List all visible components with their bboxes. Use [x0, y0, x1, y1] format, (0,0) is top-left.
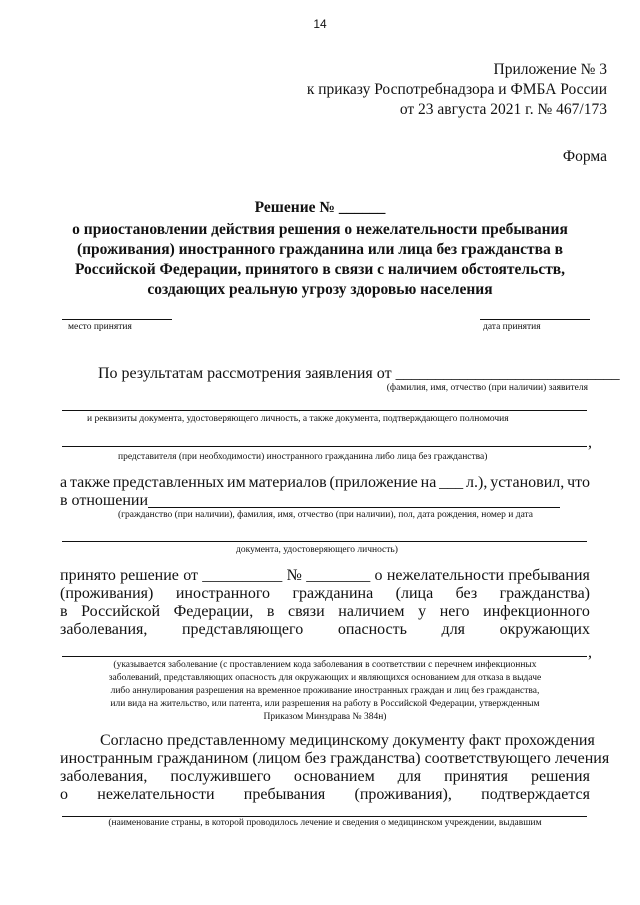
word: а — [60, 474, 68, 491]
citizen-caption: (гражданство (при наличии), фамилия, имя, отчество (при наличии), пол, дата рождения, номер и дата — [118, 510, 534, 520]
word: представляющего — [181, 621, 304, 638]
appendix-number: Приложение № 3 — [493, 61, 607, 78]
disease-caption-1: (указывается заболевание (с проставлением кода заболевания в соответствии с перечнем инфекционных — [113, 660, 537, 670]
word: у — [418, 603, 427, 620]
word: заболевания, — [60, 621, 148, 638]
document-line — [62, 541, 587, 542]
word: также — [69, 474, 110, 491]
representative-comma: , — [588, 434, 592, 451]
representative-line — [62, 446, 587, 447]
word: Федерации, — [173, 603, 254, 620]
word: ________ — [306, 567, 371, 584]
disease-caption-5: Приказом Минздрава № 384н) — [263, 712, 387, 722]
word: ___ — [439, 474, 464, 491]
treatment-line — [62, 816, 587, 817]
decision-number-title: Решение № ______ — [254, 199, 386, 216]
word: (приложение — [329, 474, 418, 491]
applicant-line — [62, 410, 587, 411]
word: л.), — [466, 474, 488, 491]
regarding-label: в отношении — [60, 492, 149, 509]
disease-caption-4: или вида на жительство, или патента, или разрешения на работу в Российской Федерации, утвержденным — [110, 699, 540, 709]
medical-line-2: иностранным гражданином (лицом без гражданства) соответствующего лечения — [60, 750, 610, 767]
word: инфекционного — [483, 603, 590, 620]
word: Российской — [81, 603, 161, 620]
word: без — [455, 585, 478, 602]
applicant-caption: (фамилия, имя, отчество (при наличии) заявителя — [386, 383, 588, 393]
word: (проживания) — [60, 585, 154, 602]
form-label: Форма — [562, 148, 607, 165]
decision-row-1 — [60, 567, 590, 585]
word: для — [441, 621, 466, 638]
word: (проживания), — [354, 786, 452, 803]
word: на — [420, 474, 437, 491]
word: послужившего — [170, 768, 271, 785]
word: для — [397, 768, 422, 785]
word: № — [286, 567, 302, 584]
disease-caption-2: заболеваний, представляющих опасность для окружающих и являющихся основанием для отказа в выдаче — [108, 673, 542, 683]
word: что — [567, 474, 590, 491]
word: гражданства) — [499, 585, 590, 602]
word: им — [227, 474, 246, 491]
medical-row-4 — [60, 786, 590, 804]
word: подтверждается — [481, 786, 590, 803]
word: пребывания — [508, 567, 590, 584]
word: __________ — [202, 567, 283, 584]
word: нежелательности — [386, 567, 505, 584]
word: связи — [287, 603, 325, 620]
review-lead: По результатам рассмотрения заявления от ____________________________ — [98, 365, 620, 382]
word: решение — [120, 567, 179, 584]
place-caption: место принятия — [68, 322, 132, 332]
word: представленных — [112, 474, 225, 491]
word: наличием — [338, 603, 405, 620]
word: окружающих — [499, 621, 590, 638]
word: установил, — [490, 474, 565, 491]
word: него — [439, 603, 470, 620]
medical-line-1: Согласно представленному медицинскому документу факт прохождения — [100, 732, 595, 749]
page-number: 14 — [313, 17, 327, 31]
document-caption: документа, удостоверяющего личность) — [236, 545, 398, 555]
disease-line — [62, 656, 587, 657]
word: гражданина — [292, 585, 374, 602]
representative-caption: представителя (при необходимости) иностранного гражданина либо лица без гражданства) — [118, 452, 488, 462]
word: решения — [530, 768, 590, 785]
word: в — [266, 603, 275, 620]
treatment-caption: (наименование страны, в которой проводилось лечение и сведения о медицинском учреждении, выдавшим — [108, 818, 542, 828]
medical-row-3 — [60, 768, 590, 786]
date-caption: дата принятия — [483, 322, 541, 332]
word: заболевания, — [60, 768, 148, 785]
word: о — [374, 567, 383, 584]
word: (лица — [395, 585, 434, 602]
word: основанием — [293, 768, 375, 785]
word: принято — [60, 567, 116, 584]
word: в — [60, 603, 68, 620]
materials-line — [60, 474, 590, 492]
title-line-4: создающих реальную угрозу здоровью населения — [147, 281, 493, 298]
decision-row-3 — [60, 603, 590, 621]
word: пребывания — [243, 786, 326, 803]
word: нежелательности — [97, 786, 215, 803]
decision-row-4 — [60, 621, 590, 639]
word: о — [60, 786, 68, 803]
date-line — [480, 319, 590, 320]
word: от — [183, 567, 198, 584]
decision-row-2 — [60, 585, 590, 603]
word: опасность — [337, 621, 407, 638]
disease-caption-3: либо аннулирования разрешения на временное проживание иностранных граждан и лиц без гражданства, — [110, 686, 540, 696]
place-line — [62, 319, 172, 320]
disease-comma: , — [588, 644, 592, 661]
regarding-line — [148, 507, 560, 508]
word: материалов — [248, 474, 327, 491]
word: иностранного — [175, 585, 271, 602]
appendix-order: к приказу Роспотребнадзора и ФМБА России — [306, 81, 607, 98]
applicant-doc-caption: и реквизиты документа, удостоверяющего личность, а также документа, подтверждающего полномочия — [87, 414, 509, 424]
title-line-2: (проживания) иностранного гражданина или лица без гражданства в — [76, 241, 564, 258]
title-line-1: о приостановлении действия решения о нежелательности пребывания — [72, 221, 568, 238]
word: принятия — [444, 768, 509, 785]
title-line-3: Российской Федерации, принятого в связи с наличием обстоятельств, — [74, 261, 566, 278]
appendix-date: от 23 августа 2021 г. № 467/173 — [399, 101, 607, 118]
